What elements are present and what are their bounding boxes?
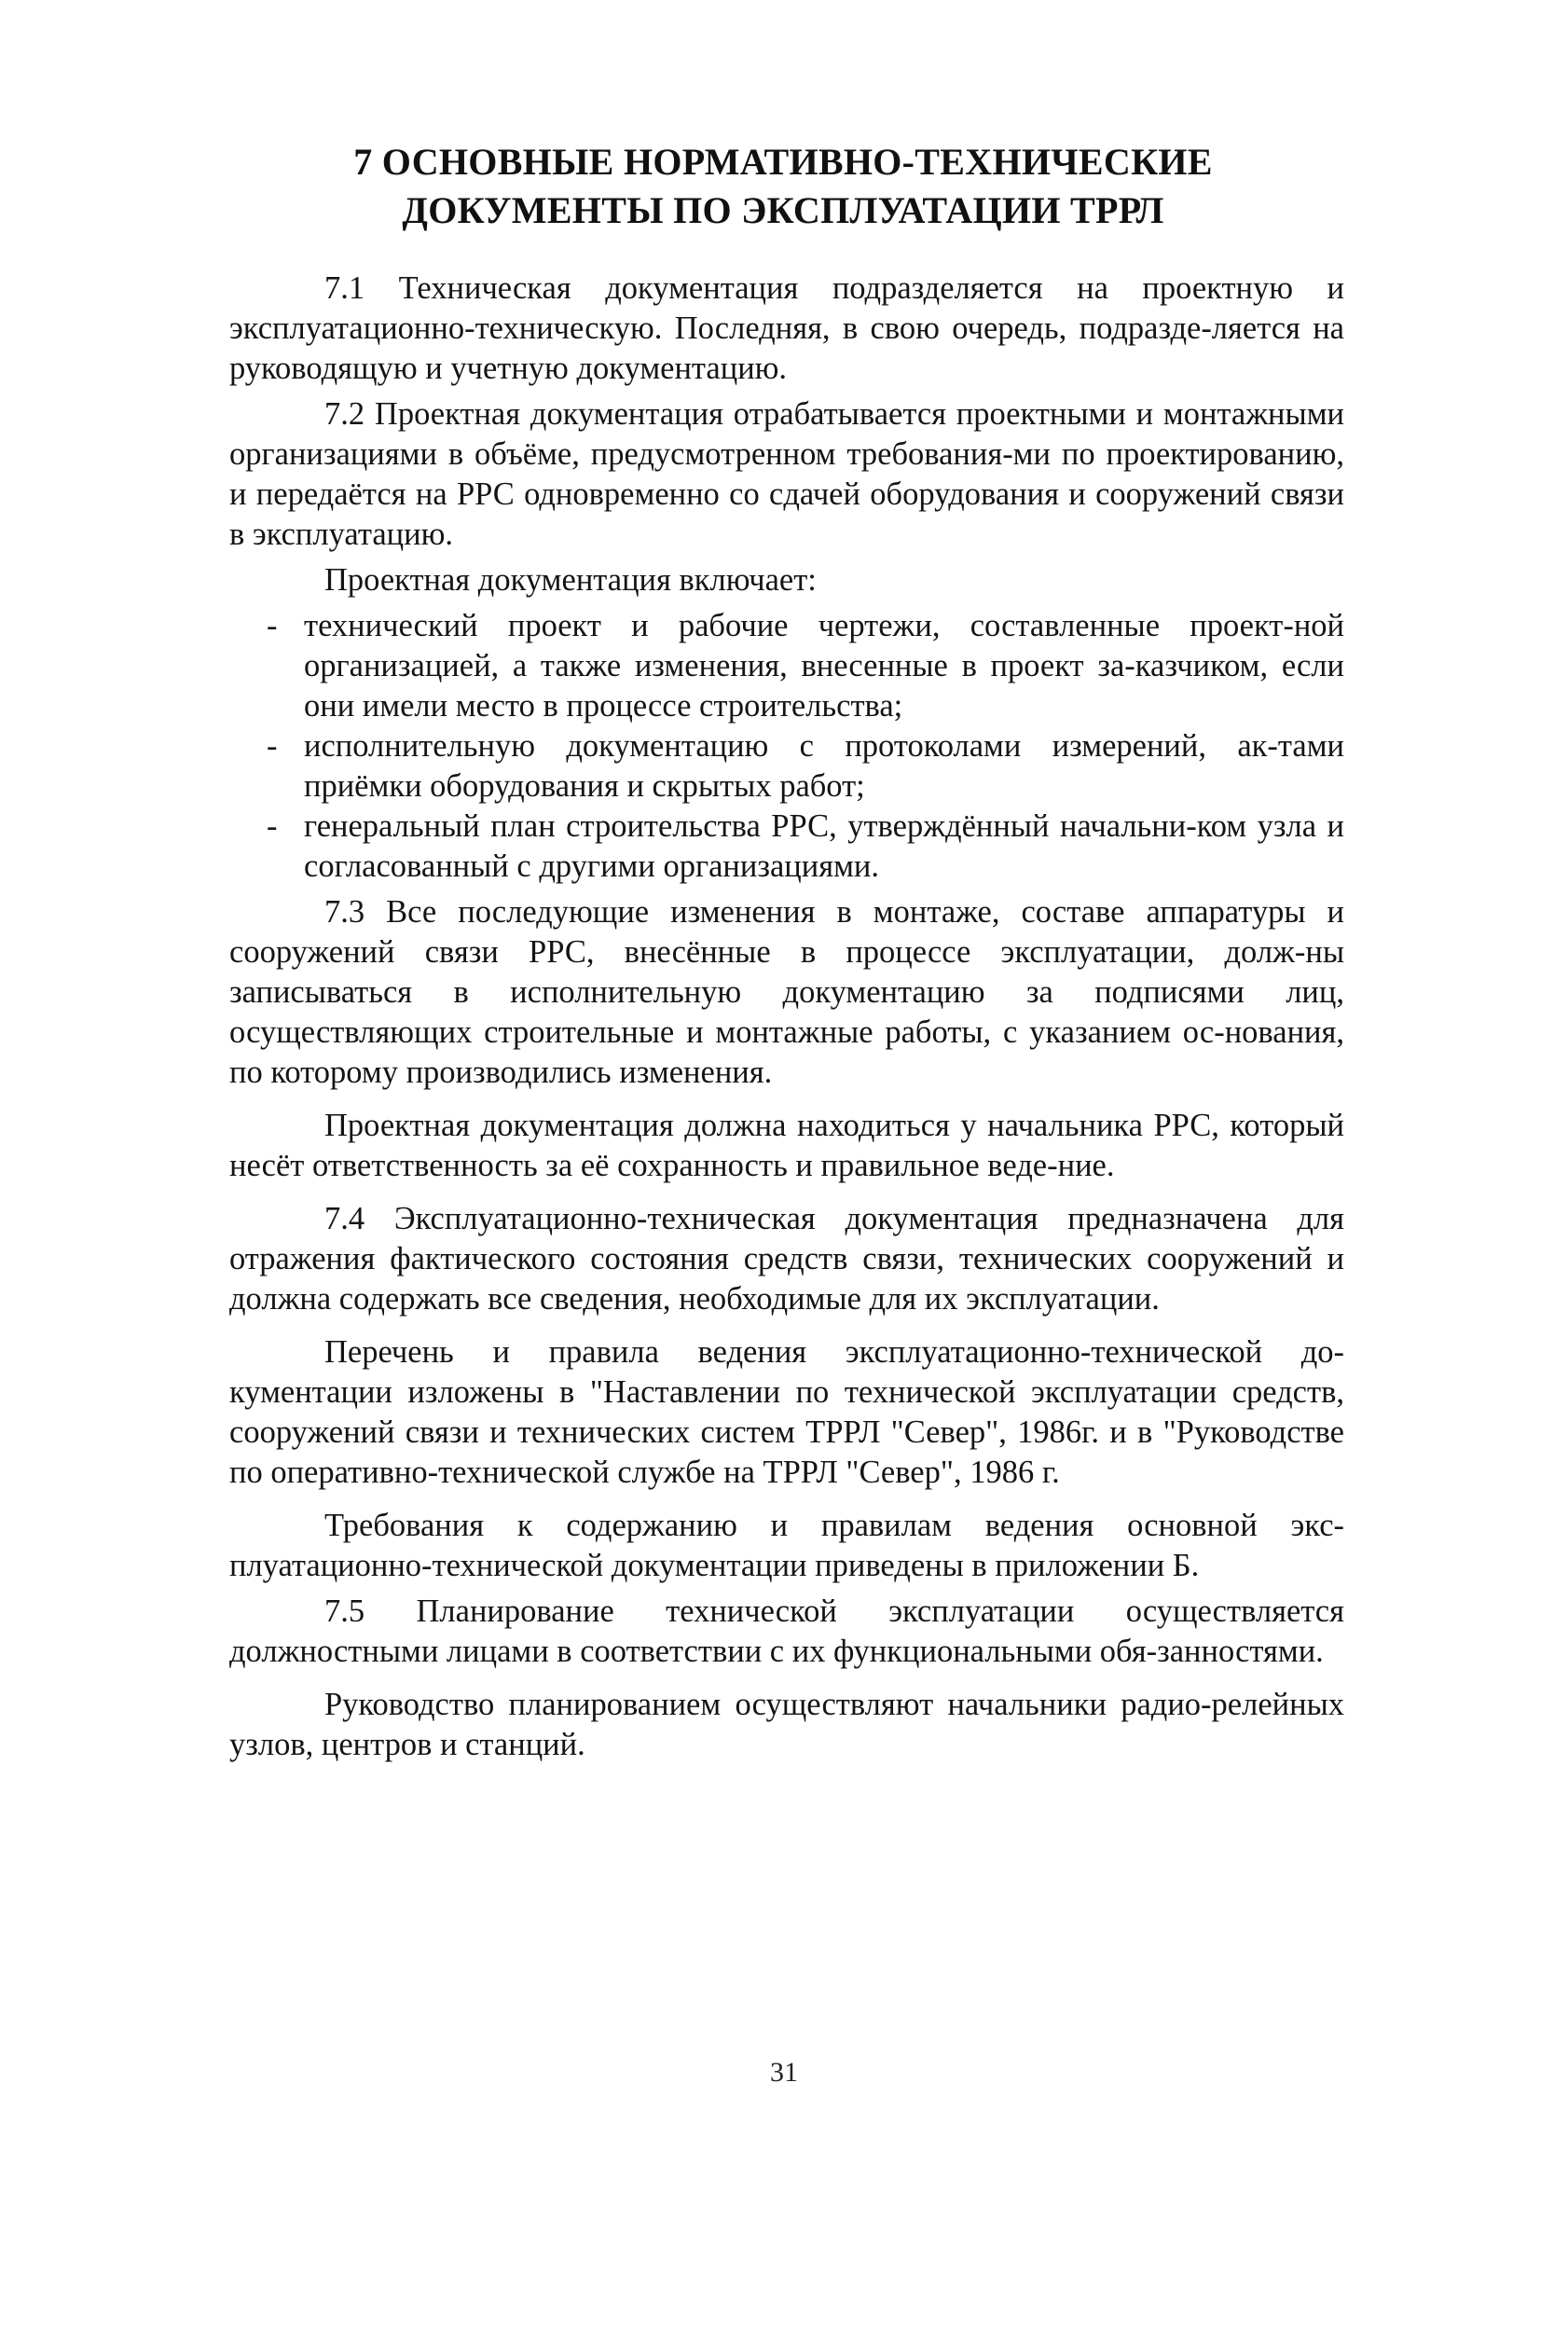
list-item-text: технический проект и рабочие чертежи, составленные проект-ной организацией, а также изменения, внесенные в проект за-казчиком, если они имели место в процессе строительства; — [304, 608, 1344, 724]
document-body — [229, 269, 1344, 1771]
paragraph-requirements: Требования к содержанию и правилам ведения основной экс-плуатационно-технической документации приведены в приложении Б. — [229, 1508, 1344, 1583]
section-title-line-1: 7 ОСНОВНЫЕ НОРМАТИВНО-ТЕХНИЧЕСКИЕ — [353, 141, 1213, 183]
list-dash: - — [267, 608, 278, 643]
section-title — [233, 138, 1333, 235]
list-item-text: генеральный план строительства РРС, утверждённый начальни-ком узла и согласованный с другими организациями. — [304, 808, 1344, 884]
paragraph-management: Руководство планированием осуществляют начальники радио-релейных узлов, центров и станций. — [229, 1687, 1344, 1762]
list-dash: - — [267, 728, 278, 764]
section-title-line-2: ДОКУМЕНТЫ ПО ЭКСПЛУАТАЦИИ ТРРЛ — [402, 189, 1164, 231]
list-item-text: исполнительную документацию с протоколами измерений, ак-тами приёмки оборудования и скрытых работ; — [304, 728, 1344, 804]
project-documentation-list — [229, 606, 1344, 887]
list-dash: - — [267, 808, 278, 844]
list-item — [229, 606, 1344, 726]
list-item — [229, 807, 1344, 887]
paragraph-head-of-station: Проектная документация должна находиться у начальника РРС, который несёт ответственность за её сохранность и правильное веде-ние. — [229, 1108, 1344, 1183]
paragraph-includes: Проектная документация включает: — [324, 562, 817, 598]
paragraph-7-5: 7.5 Планирование технической эксплуатации осуществляется должностными лицами в соответствии с их функциональными обя-занностями. — [229, 1593, 1344, 1669]
paragraph-7-4: 7.4 Эксплуатационно-техническая документация предназначена для отражения фактического состояния средств связи, технических сооружений и должна содержать все сведения, необходимые для их эксплуатации. — [229, 1201, 1344, 1317]
page-number: 31 — [770, 2057, 798, 2088]
list-item — [229, 726, 1344, 807]
paragraph-list-rules: Перечень и правила ведения эксплуатационно-технической до-кументации изложены в "Наставлении по технической эксплуатации средств, сооружений связи и технических систем ТРРЛ "Север", 1986г. и в "Руководстве по оперативно-технической службе на ТРРЛ "Север", 1986 г. — [229, 1334, 1344, 1490]
paragraph-7-1: 7.1 Техническая документация подразделяется на проектную и эксплуатационно-техническую. Последняя, в свою очередь, подразде-ляется на руководящую и учетную документацию. — [229, 270, 1344, 386]
paragraph-7-3: 7.3 Все последующие изменения в монтаже, составе аппаратуры и сооружений связи РРС, внесённые в процессе эксплуатации, долж-ны записываться в исполнительную документацию за подписями лиц, осуществляющих строительные и монтажные работы, с указанием ос-нования, по которому производились изменения. — [229, 894, 1344, 1090]
paragraph-7-2: 7.2 Проектная документация отрабатывается проектными и монтажными организациями в объёме, предусмотренном требования-ми по проектированию, и передаётся на РРС одновременно со сдачей оборудования и сооружений связи в эксплуатацию. — [229, 396, 1344, 552]
